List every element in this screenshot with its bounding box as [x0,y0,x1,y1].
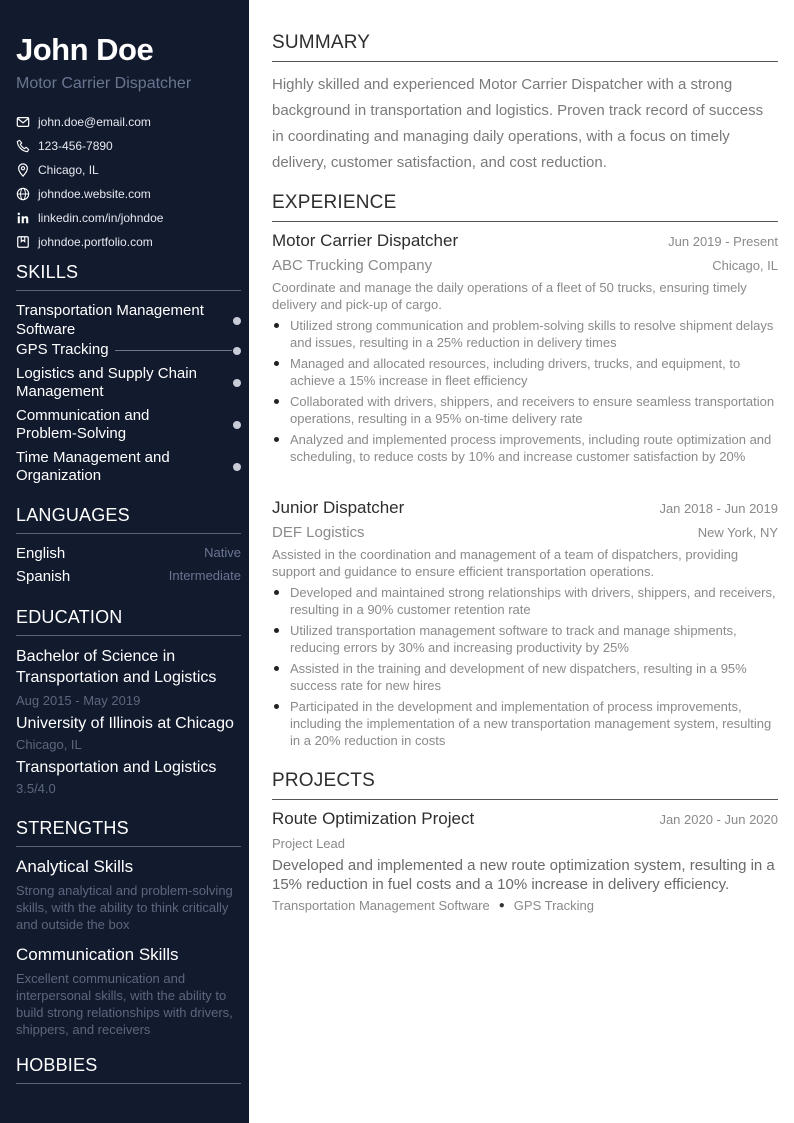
list-item [272,584,778,618]
list-item [272,431,778,465]
bullet-text: Assisted in the training and development of new dispatchers, resulting in a 95% success rate for new hires [290,661,747,693]
skill-item [16,362,241,404]
bullet-icon [274,666,279,671]
contact-list [16,110,163,254]
job-description: Coordinate and manage the daily operations of a fleet of 50 trucks, ensuring timely delivery and pick-up of cargo. [272,280,747,312]
education-gpa: 3.5/4.0 [16,781,56,796]
contact-email-text: john.doe@email.com [38,115,151,129]
list-item [272,660,778,694]
bullet-text: Analyzed and implemented process improvements, including route optimization and scheduling, to reduce costs by 10% and increase customer satisfaction by 20% [290,432,772,464]
location-icon [16,163,30,177]
list-item [272,622,778,656]
bullet-icon [274,704,279,709]
candidate-title: Motor Carrier Dispatcher [16,75,192,92]
contact-website[interactable] [16,182,163,206]
project-tags [272,898,594,913]
portfolio-icon [16,235,30,249]
bullet-text: Participated in the development and implementation of process improvements, including the implementation of a new transportation management system, resulting in a 20% reduction in costs [290,699,772,748]
list-item [272,698,778,749]
bullet-text: Utilized strong communication and problem-solving skills to resolve shipment delays and issues, resulting in a 25% reduction in delivery times [290,318,774,350]
education-dates: Aug 2015 - May 2019 [16,693,141,708]
linkedin-icon [16,211,30,225]
job-description: Assisted in the coordination and management of a team of dispatchers, providing support and guidance to ensure efficient transportation operations. [272,547,739,579]
candidate-name: John Doe [16,32,154,67]
job-location: New York, NY [697,525,778,540]
skill-item [16,339,241,362]
globe-icon [16,187,30,201]
bullet-icon [274,323,279,328]
contact-location [16,158,163,182]
project-title: Route Optimization Project [272,809,475,828]
job-bullets [272,317,778,469]
tag-separator-icon: ● [498,900,505,911]
job-dates: Jan 2018 - Jun 2019 [659,501,778,516]
contact-portfolio[interactable] [16,230,163,254]
bullet-text: Developed and maintained strong relationships with drivers, shippers, and receivers, resulting in a 90% customer retention rate [290,585,776,617]
summary-text: Highly skilled and experienced Motor Carrier Dispatcher with a strong background in transportation and logistics. Proven track record of success in coordinating and managing daily operations, with a focus on timely delivery, customer satisfaction, and cost reduction. [272,76,764,171]
job-company: DEF Logistics [272,524,365,541]
language-name: English [16,545,66,562]
project-role: Project Lead [272,836,345,851]
job-header [272,498,778,518]
skill-item [16,302,241,339]
bullet-icon [274,399,279,404]
job-dates: Jun 2019 - Present [668,234,778,249]
summary-heading: SUMMARY [272,32,778,62]
list-item [272,317,778,351]
strength-title: Communication Skills [16,945,179,964]
education-degree: Bachelor of Science in Transportation and Logistics [16,648,217,686]
strength-title: Analytical Skills [16,857,134,876]
bullet-icon [274,590,279,595]
projects-heading: PROJECTS [272,770,778,800]
main-content [272,0,778,1123]
list-item [272,393,778,427]
contact-location-text: Chicago, IL [38,163,99,177]
skill-level-line [115,350,232,351]
email-icon [16,115,30,129]
project-dates: Jan 2020 - Jun 2020 [659,812,778,827]
bullet-text: Collaborated with drivers, shippers, and receivers to ensure seamless transportation operations, resulting in a 95% on-time delivery rate [290,394,775,426]
list-item [272,355,778,389]
language-item [16,545,241,562]
education-heading: EDUCATION [16,607,241,636]
education-location: Chicago, IL [16,737,82,752]
bullet-icon [274,361,279,366]
skill-level-dot [233,463,241,471]
skill-label: Time Management and Organization [16,448,170,484]
contact-email[interactable] [16,110,163,134]
contact-linkedin-text: linkedin.com/in/johndoe [38,211,164,225]
job-title: Junior Dispatcher [272,498,405,517]
skill-item [16,446,241,488]
bullet-icon [274,628,279,633]
skills-heading: SKILLS [16,262,241,291]
experience-heading: EXPERIENCE [272,192,778,222]
bullet-text: Utilized transportation management software to track and manage shipments, reducing errors by 30% and increasing productivity by 25% [290,623,737,655]
skill-item [16,404,241,446]
job-header [272,231,778,251]
contact-phone[interactable] [16,134,163,158]
contact-linkedin[interactable] [16,206,163,230]
skill-label: Transportation Management Software [16,302,204,338]
project-description: Developed and implemented a new route optimization system, resulting in a 15% reduction in fuel costs and a 10% increase in delivery efficiency. [272,857,775,893]
skill-level-dot [233,421,241,429]
skill-label: Logistics and Supply Chain Management [16,364,197,400]
bullet-icon [274,437,279,442]
contact-phone-text: 123-456-7890 [38,139,113,153]
job-title: Motor Carrier Dispatcher [272,231,459,250]
skill-label: Communication and Problem-Solving [16,406,150,442]
sidebar [0,0,249,1123]
skill-level-dot [233,347,241,355]
contact-portfolio-text: johndoe.portfolio.com [38,235,153,249]
skill-level-dot [233,379,241,387]
language-item [16,568,241,585]
contact-website-text: johndoe.website.com [38,187,151,201]
phone-icon [16,139,30,153]
education-field: Transportation and Logistics [16,759,217,776]
education-school: University of Illinois at Chicago [16,715,234,732]
language-level: Intermediate [168,568,241,583]
job-company-row [272,524,778,541]
strength-desc: Excellent communication and interpersonal skills, with the ability to build strong relationships with drivers, shippers, and receivers [16,971,233,1037]
project-tag: Transportation Management Software [272,898,490,913]
skills-list [16,302,241,488]
project-tag: GPS Tracking [513,898,594,913]
bullet-text: Managed and allocated resources, including drivers, trucks, and equipment, to achieve a 15% increase in fleet efficiency [290,356,741,388]
job-bullets [272,584,778,753]
hobbies-heading: HOBBIES [16,1055,241,1084]
job-location: Chicago, IL [712,258,778,273]
strength-desc: Strong analytical and problem-solving skills, with the ability to think critically and outside the box [16,883,233,932]
project-header [272,809,778,829]
skill-label: GPS Tracking [16,341,109,359]
language-name: Spanish [16,568,71,585]
strengths-heading: STRENGTHS [16,818,241,847]
language-level: Native [204,545,241,560]
languages-heading: LANGUAGES [16,505,241,534]
job-company-row [272,257,778,274]
job-company: ABC Trucking Company [272,257,433,274]
skill-level-dot [233,317,241,325]
